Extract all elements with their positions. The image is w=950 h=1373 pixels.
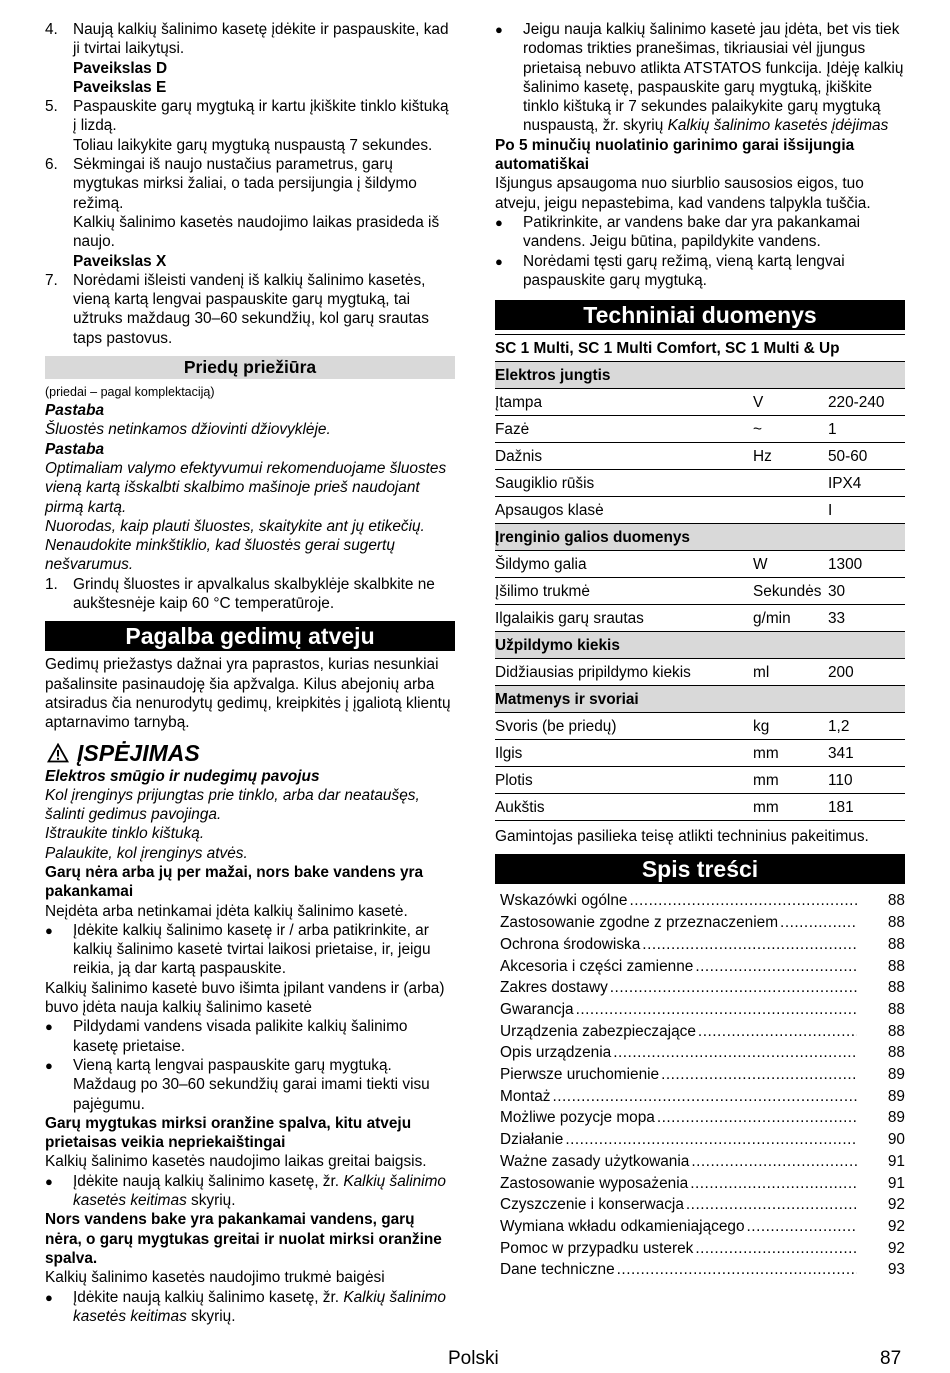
toc-page: 92 — [887, 1196, 905, 1214]
figure-ref: Paveikslas D — [73, 59, 168, 77]
row-label: Dažnis — [495, 443, 753, 470]
note-label: Pastaba — [45, 440, 105, 458]
toc-entry[interactable] — [500, 1021, 905, 1043]
section-heading-help: Pagalba gedimų atveju — [45, 621, 455, 651]
list-item — [45, 20, 455, 97]
problem-heading: Nors vandens bake yra pakankamai vandens, garų nėra, o garų mygtukas greitai ir nuolat mirksi oranžine spalva. — [45, 1211, 442, 1267]
table-row — [495, 659, 905, 686]
toc-title: Dane techniczne — [500, 1261, 615, 1279]
section-heading-care: Priedų priežiūra — [45, 356, 455, 379]
page-number: 87 — [880, 1348, 902, 1369]
row-value: 200 — [828, 659, 905, 686]
row-label: Ilgis — [495, 740, 753, 767]
row-unit: mm — [753, 767, 828, 794]
table-row — [495, 740, 905, 767]
table-row — [495, 497, 905, 524]
toc-page: 88 — [887, 935, 905, 953]
cross-reference: Kalkių šalinimo kasetės keitimas — [73, 1288, 446, 1325]
bullet-text: Norėdami tęsti garų režimą, vieną kartą lengvai paspauskite garų mygtuką. — [523, 252, 845, 289]
toc-page: 88 — [887, 1000, 905, 1018]
left-column — [45, 20, 455, 1326]
toc-page: 90 — [887, 1131, 905, 1149]
toc-title: Opis urządzenia — [500, 1044, 612, 1062]
item-number: 1. — [45, 575, 58, 593]
row-value: 1300 — [828, 551, 905, 578]
toc-page: 92 — [887, 1218, 905, 1235]
toc-entry[interactable] — [500, 1064, 905, 1086]
warning-text: Ištraukite tinklo kištuką. — [45, 825, 205, 843]
warning-title: ĮSPĖJIMAS — [77, 739, 200, 766]
row-unit: Hz — [753, 443, 828, 470]
bullet-icon: ● — [45, 922, 53, 938]
toc-entry[interactable] — [500, 1173, 905, 1195]
row-unit: V — [753, 389, 828, 416]
table-row — [495, 794, 905, 821]
table-of-contents — [495, 890, 905, 1281]
bullet-icon: ● — [45, 1057, 53, 1073]
row-value: 1,2 — [828, 713, 905, 740]
row-unit: g/min — [753, 605, 828, 632]
toc-page: 89 — [887, 1066, 905, 1084]
toc-leader — [629, 890, 857, 912]
bullet-text: Įdėkite naują kalkių šalinimo kasetę, žr. — [73, 1172, 344, 1190]
section-heading-toc: Spis treści — [495, 854, 905, 884]
row-unit: ~ — [753, 416, 828, 443]
warning-text: Palaukite, kol įrenginys atvės. — [45, 844, 248, 862]
table-row — [495, 578, 905, 605]
toc-leader — [642, 934, 857, 956]
toc-title: Zastosowanie wyposażenia — [500, 1174, 689, 1192]
cross-reference: Kalkių šalinimo kasetės įdėjimas — [667, 117, 889, 135]
toc-leader — [698, 1021, 857, 1043]
bullet-text: Vieną kartą lengvai paspauskite garų mygtuką. Maždaug po 30–60 sekundžių garai imami tiekti visu pajėgumu. — [73, 1056, 430, 1113]
warning-subtitle: Elektros smūgio ir nudegimų pavojus — [45, 767, 320, 785]
row-label: Plotis — [495, 767, 753, 794]
toc-page: 92 — [887, 1239, 905, 1257]
item-text: Norėdami išleisti vandenį iš kalkių šalinimo kasetės, vieną kartą lengvai paspauskite garų mygtuką, tai užtruks maždaug 30–60 sekundžių, kol garų srautas taps pastovus. — [73, 271, 429, 347]
list-item — [45, 575, 455, 614]
toc-entry[interactable] — [500, 956, 905, 978]
toc-entry[interactable] — [500, 999, 905, 1021]
bullet-item — [495, 20, 905, 136]
cross-reference: Kalkių šalinimo kasetės keitimas — [73, 1172, 446, 1210]
problem-heading: Garų nėra arba jų per mažai, nors bake vandens yra pakankamai — [45, 863, 424, 901]
table-row — [495, 767, 905, 794]
figure-ref: Paveikslas E — [73, 78, 167, 96]
help-intro: Gedimų priežastys dažnai yra paprastos, kurias nesunkiai pašalinsite pasinaudoję šia apžvalga. Kilus abejonių arba atsiradus čia nenurodytų gedimų, kreipkitės į įgaliotą klientų aptarnavimo tarnybą. — [45, 656, 451, 732]
toc-leader — [552, 1086, 857, 1108]
toc-page: 93 — [887, 1261, 905, 1279]
toc-title: Czyszczenie i konserwacja — [500, 1196, 684, 1214]
item-text: Paspauskite garų mygtuką ir kartu įkiškite tinklo kištuką į lizdą. — [73, 98, 449, 135]
toc-leader — [686, 1194, 857, 1216]
table-row — [495, 335, 905, 362]
bullet-icon: ● — [495, 22, 503, 37]
tech-note: Gamintojas pasilieka teisę atlikti techninius pakeitimus. — [495, 828, 869, 846]
table-row — [495, 443, 905, 470]
row-value: 341 — [828, 740, 905, 767]
toc-entry[interactable] — [500, 1086, 905, 1108]
toc-leader — [695, 956, 857, 978]
toc-title: Zastosowanie zgodne z przeznaczeniem — [500, 914, 779, 932]
bullet-item — [45, 1017, 455, 1056]
row-value: 1 — [828, 416, 905, 443]
tech-data-table — [495, 334, 905, 821]
toc-entry[interactable] — [500, 1151, 905, 1173]
item-text: Kalkių šalinimo kasetės naudojimo laikas prasideda iš naujo. — [73, 213, 440, 251]
item-number: 6. — [45, 156, 58, 174]
warning-triangle-icon — [47, 743, 69, 763]
row-unit: mm — [753, 794, 828, 821]
row-value: IPX4 — [828, 470, 905, 497]
note-text: Nuorodas, kaip plauti šluostes, skaitykite ant jų etikečių. Nenaudokite minkštiklio, kad šluostės gerai sugertų nešvarumus. — [45, 517, 425, 574]
problem-cause: Kalkių šalinimo kasetės naudojimo trukmė baigėsi — [45, 1269, 385, 1287]
bullet-icon: ● — [495, 214, 503, 230]
row-unit: mm — [753, 740, 828, 767]
toc-title: Ważne zasady użytkowania — [500, 1152, 690, 1170]
toc-leader — [780, 912, 857, 934]
bullet-icon: ● — [45, 1173, 53, 1189]
bullet-text: Pildydami vandens visada palikite kalkių šalinimo kasetę prietaise. — [73, 1018, 408, 1055]
toc-title: Montaż — [500, 1087, 551, 1105]
problem-cause: Išjungus apsaugoma nuo siurblio sausosios eigos, tuo atveju, jeigu nepastebima, kad vandens talpykla tuščia. — [495, 175, 871, 212]
table-row — [495, 389, 905, 416]
row-unit — [753, 470, 828, 497]
section-heading-tech: Techniniai duomenys — [495, 300, 905, 330]
section-label: Įrenginio galios duomenys — [495, 524, 905, 551]
toc-leader — [576, 999, 857, 1021]
row-label: Šildymo galia — [495, 551, 753, 578]
row-value: 181 — [828, 794, 905, 821]
toc-entry[interactable] — [500, 977, 905, 999]
item-text: Grindų šluostes ir apvalkalus skalbyklėje skalbkite ne aukštesnėje kaip 60 °C temperatūroje. — [73, 575, 435, 613]
row-label: Įšilimo trukmė — [495, 578, 753, 605]
figure-ref: Paveikslas X — [73, 252, 167, 270]
bullet-text: Jeigu nauja kalkių šalinimo kasetė jau įdėta, bet vis tiek rodomas trikties pranešimas, tikriausiai vėl įjungus prietaisą nebuvo atlikta ATSTATOS funkcija. Įdėję kalkių šalinimo kasetę, paspauskite garų mygtuką, įkiškite tinklo kištuką ir 7 sekundes palaikykite garų mygtuką nuspaustą, žr. skyrių — [523, 21, 904, 135]
toc-leader — [565, 1129, 857, 1151]
toc-title: Wymiana wkładu odkamieniającego — [500, 1218, 745, 1235]
table-section-row — [495, 362, 905, 389]
row-value: 50-60 — [828, 443, 905, 470]
bullet-text: Patikrinkite, ar vandens bake dar yra pakankamai vandens. Jeigu būtina, papildykite vandens. — [523, 213, 861, 251]
row-value: 33 — [828, 605, 905, 632]
bullet-text: Įdėkite kalkių šalinimo kasetę ir / arba patikrinkite, ar kalkių šalinimo kasetė tvirtai laikosi prietaise, ir, jeigu reikia, ją dar kartą paspauskite. — [73, 921, 431, 978]
bullet-item — [45, 1056, 455, 1114]
row-label: Fazė — [495, 416, 753, 443]
section-label: Matmenys ir svoriai — [495, 686, 905, 713]
row-label: Svoris (be priedų) — [495, 713, 753, 740]
toc-leader — [657, 1107, 857, 1129]
row-label: Didžiausias pripildymo kiekis — [495, 659, 753, 686]
toc-title: Pierwsze uruchomienie — [500, 1066, 660, 1084]
toc-entry[interactable] — [500, 1042, 905, 1064]
section-subtitle: (priedai – pagal komplektaciją) — [45, 385, 215, 400]
toc-title: Urządzenia zabezpieczające — [500, 1022, 696, 1040]
footer-language: Polski — [448, 1348, 499, 1369]
bullet-icon: ● — [495, 253, 503, 269]
item-number: 4. — [45, 21, 58, 38]
toc-page: 88 — [887, 1044, 905, 1062]
toc-page: 88 — [887, 892, 905, 910]
toc-leader — [613, 1042, 857, 1064]
bullet-item — [45, 1288, 455, 1327]
toc-entry[interactable] — [500, 890, 905, 912]
row-label: Ilgalaikis garų srautas — [495, 605, 753, 632]
note-text: Optimaliam valymo efektyvumui rekomenduojame šluostes vieną kartą išskalbti skalbimo mašinoje prieš naudojant pirmą kartą. — [45, 459, 447, 516]
toc-leader — [661, 1064, 857, 1086]
toc-title: Pomoc w przypadku usterek — [500, 1239, 694, 1257]
toc-leader — [747, 1216, 857, 1238]
warning-heading — [45, 739, 455, 767]
toc-entry[interactable] — [500, 912, 905, 934]
row-label: Saugiklio rūšis — [495, 470, 753, 497]
toc-leader — [610, 977, 857, 999]
row-label: Įtampa — [495, 389, 753, 416]
row-unit: kg — [753, 713, 828, 740]
table-row — [495, 416, 905, 443]
toc-page: 91 — [887, 1152, 905, 1170]
item-number: 5. — [45, 98, 58, 116]
toc-leader — [695, 1238, 857, 1260]
row-unit: ml — [753, 659, 828, 686]
bullet-icon: ● — [45, 1289, 53, 1305]
bullet-item — [45, 1172, 455, 1211]
toc-title: Gwarancja — [500, 1000, 574, 1018]
note-text: Šluostės netinkamos džiovinti džiovyklėje. — [45, 421, 331, 439]
toc-title: Możliwe pozycje mopa — [500, 1109, 655, 1127]
problem-cause: Neįdėta arba netinkamai įdėta kalkių šalinimo kasetė. — [45, 902, 408, 920]
bullet-text: skyrių. — [186, 1192, 236, 1210]
table-row — [495, 470, 905, 497]
table-section-row — [495, 524, 905, 551]
toc-page: 88 — [887, 1022, 905, 1040]
section-label: Užpildymo kiekis — [495, 632, 905, 659]
problem-heading: Po 5 minučių nuolatinio garinimo garai išsijungia automatiškai — [495, 136, 855, 174]
toc-page: 89 — [887, 1087, 905, 1105]
row-unit — [753, 497, 828, 524]
toc-title: Działanie — [500, 1131, 564, 1149]
toc-title: Ochrona środowiska — [500, 935, 641, 953]
model-names: SC 1 Multi, SC 1 Multi Comfort, SC 1 Multi & Up — [495, 335, 905, 362]
bullet-icon: ● — [45, 1019, 53, 1035]
item-text: Toliau laikykite garų mygtuką nuspaustą 7 sekundes. — [73, 136, 433, 154]
toc-title: Akcesoria i części zamienne — [500, 957, 694, 975]
row-unit: Sekundės — [753, 578, 828, 605]
bullet-text: skyrių. — [186, 1307, 236, 1325]
toc-leader — [691, 1151, 857, 1173]
problem-heading: Garų mygtukas mirksi oranžine spalva, kitu atveju prietaisas veikia nepriekaištingai — [45, 1114, 412, 1152]
row-value: 110 — [828, 767, 905, 794]
bullet-item — [495, 252, 905, 291]
table-row — [495, 551, 905, 578]
toc-entry[interactable] — [500, 1238, 905, 1260]
table-section-row — [495, 686, 905, 713]
row-value: 220-240 — [828, 389, 905, 416]
toc-page: 89 — [887, 1109, 905, 1127]
toc-entry[interactable] — [500, 1129, 905, 1151]
list-item — [45, 271, 455, 348]
table-section-row — [495, 632, 905, 659]
toc-page: 88 — [887, 914, 905, 932]
list-item — [45, 155, 455, 271]
row-value: 30 — [828, 578, 905, 605]
toc-title: Wskazówki ogólne — [500, 892, 628, 910]
item-text: Sėkmingai iš naujo nustačius parametrus, garų mygtukas mirksi žaliai, o tada persijungia į šildymo režimą. — [73, 156, 417, 212]
item-text: Naują kalkių šalinimo kasetę įdėkite ir paspauskite, kad ji tvirtai laikytųsi. — [73, 21, 449, 58]
table-row — [495, 605, 905, 632]
toc-entry[interactable] — [500, 1107, 905, 1129]
toc-leader — [617, 1259, 857, 1281]
row-label: Apsaugos klasė — [495, 497, 753, 524]
bullet-item — [45, 921, 455, 979]
row-value: I — [828, 497, 905, 524]
toc-entry[interactable] — [500, 934, 905, 956]
toc-page: 91 — [887, 1174, 905, 1192]
problem-cause: Kalkių šalinimo kasetė buvo išimta įpilant vandens ir (arba) buvo įdėta nauja kalkių šalinimo kasetė — [45, 979, 445, 1017]
toc-entry[interactable] — [500, 1194, 905, 1216]
toc-page: 88 — [887, 979, 905, 997]
toc-entry[interactable] — [500, 1259, 905, 1281]
table-row — [495, 713, 905, 740]
item-number: 7. — [45, 271, 58, 289]
right-column — [495, 20, 905, 1281]
bullet-text: Įdėkite naują kalkių šalinimo kasetę, žr. — [73, 1288, 344, 1306]
toc-page: 88 — [887, 957, 905, 975]
list-item — [45, 97, 455, 155]
problem-cause: Kalkių šalinimo kasetės naudojimo laikas greitai baigsis. — [45, 1153, 427, 1171]
bullet-item — [495, 213, 905, 252]
note-label: Pastaba — [45, 402, 105, 420]
row-unit: W — [753, 551, 828, 578]
warning-text: Kol įrenginys prijungtas prie tinklo, arba dar neataušęs, šalinti gedimus pavojinga. — [45, 786, 420, 824]
row-label: Aukštis — [495, 794, 753, 821]
toc-leader — [690, 1173, 857, 1195]
toc-entry[interactable] — [500, 1216, 905, 1238]
section-label: Elektros jungtis — [495, 362, 905, 389]
toc-title: Zakres dostawy — [500, 979, 608, 997]
